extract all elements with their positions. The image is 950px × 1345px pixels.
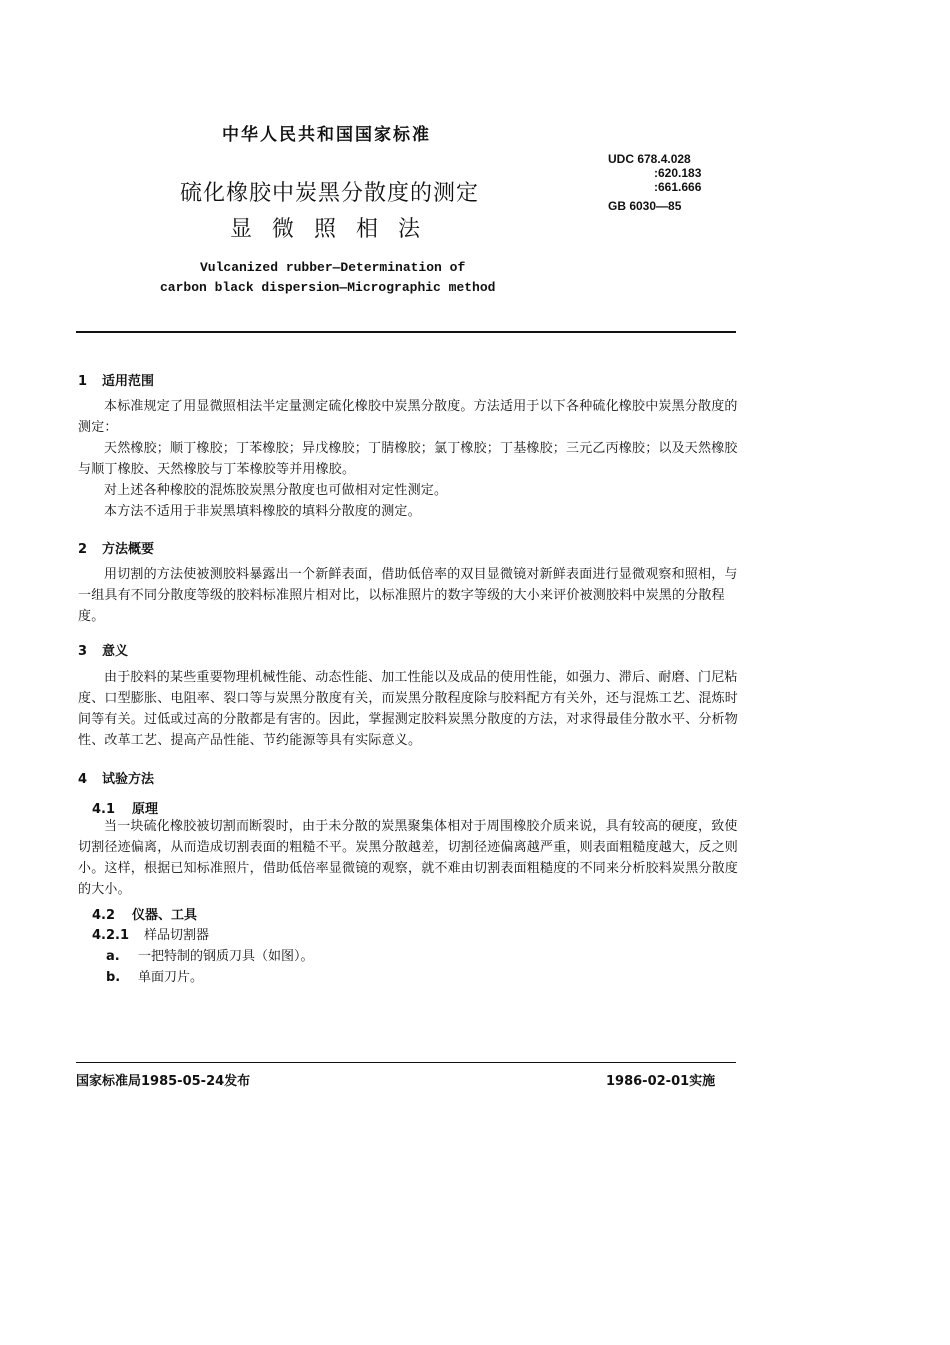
section-3-body bbox=[78, 667, 738, 751]
subsection-4-1-body bbox=[78, 816, 738, 900]
list-item-b bbox=[106, 966, 203, 985]
section-1-heading bbox=[78, 370, 154, 389]
paragraph: 本标准规定了用显微照相法半定量测定硫化橡胶中炭黑分散度。方法适用于以下各种硫化橡胶中炭黑分散度的测定： bbox=[78, 399, 738, 435]
subsection-number: 4.1 bbox=[92, 802, 116, 817]
subsection-title: 样品切割器 bbox=[144, 928, 210, 943]
section-2-heading bbox=[78, 538, 154, 557]
title-cn-line2: 显微照相法 bbox=[230, 217, 441, 242]
section-number: 3 bbox=[78, 644, 88, 659]
gb-number: GB 6030—85 bbox=[608, 199, 682, 213]
subsection-4-1-heading bbox=[92, 798, 158, 817]
subsection-4-2-1-heading bbox=[92, 924, 209, 943]
section-2-body bbox=[78, 564, 738, 627]
section-3-heading bbox=[78, 640, 128, 659]
top-divider bbox=[76, 331, 736, 333]
subsection-number: 4.2 bbox=[92, 908, 116, 923]
udc-line3: :661.666 bbox=[654, 180, 702, 194]
bottom-divider bbox=[76, 1062, 736, 1063]
section-title: 试验方法 bbox=[102, 772, 155, 787]
section-1-body bbox=[78, 396, 738, 522]
title-en-line1: Vulcanized rubber—Determination of bbox=[200, 260, 466, 275]
section-4-heading bbox=[78, 768, 154, 787]
list-item-a bbox=[106, 945, 314, 964]
udc-line2: :620.183 bbox=[654, 166, 702, 180]
paragraph: 由于胶料的某些重要物理机械性能、动态性能、加工性能以及成品的使用性能，如强力、滞后、耐磨、门尼粘度、口型膨胀、电阻率、裂口等与炭黑分散度有关，而炭黑分散程度除与胶料配方有关外，还与混炼工艺、混炼时间等有关。过低或过高的分散都是有害的。因此，掌握测定胶料炭黑分散度的方法，对求得最佳分散水平、分析物性、改革工艺、提高产品性能、节约能源等具有实际意义。 bbox=[78, 670, 739, 748]
section-title: 适用范围 bbox=[102, 374, 155, 389]
section-title: 方法概要 bbox=[102, 542, 155, 557]
issue-date: 国家标准局1985-05-24发布 bbox=[76, 1074, 251, 1089]
list-item-label: b. bbox=[106, 970, 121, 985]
paragraph: 天然橡胶；顺丁橡胶；丁苯橡胶；异戊橡胶；丁腈橡胶；氯丁橡胶；丁基橡胶；三元乙丙橡胶；以及天然橡胶与顺丁橡胶、天然橡胶与丁苯橡胶等并用橡胶。 bbox=[78, 441, 738, 477]
list-item-text: 一把特制的钢质刀具（如图）。 bbox=[138, 949, 314, 964]
subsection-title: 原理 bbox=[132, 802, 159, 817]
list-item-label: a. bbox=[106, 949, 120, 964]
udc-line1: UDC 678.4.028 bbox=[608, 152, 691, 166]
subsection-number: 4.2.1 bbox=[92, 928, 130, 943]
effective-date: 1986-02-01实施 bbox=[606, 1074, 716, 1089]
list-item-text: 单面刀片。 bbox=[138, 970, 204, 985]
paragraph: 本方法不适用于非炭黑填料橡胶的填料分散度的测定。 bbox=[104, 504, 421, 519]
section-number: 2 bbox=[78, 542, 88, 557]
national-standard-heading: 中华人民共和国国家标准 bbox=[222, 125, 431, 145]
section-number: 4 bbox=[78, 772, 88, 787]
title-en-line2: carbon black dispersion—Micrographic method bbox=[160, 280, 496, 295]
subsection-title: 仪器、工具 bbox=[132, 908, 198, 923]
paragraph: 用切割的方法使被测胶料暴露出一个新鲜表面，借助低倍率的双目显微镜对新鲜表面进行显微观察和照相，与一组具有不同分散度等级的胶料标准照片相对比，以标准照片的数字等级的大小来评价被测胶料中炭黑的分散程度。 bbox=[78, 567, 738, 624]
paragraph: 对上述各种橡胶的混炼胶炭黑分散度也可做相对定性测定。 bbox=[104, 483, 448, 498]
section-title: 意义 bbox=[102, 644, 129, 659]
subsection-4-2-heading bbox=[92, 904, 197, 923]
paragraph: 当一块硫化橡胶被切割而断裂时，由于未分散的炭黑聚集体相对于周围橡胶介质来说，具有较高的硬度，致使切割径迹偏离，从而造成切割表面的粗糙不平。炭黑分散越差，切割径迹偏离越严重，则表面粗糙度越大，反之则小。这样，根据已知标准照片，借助低倍率显微镜的观察，就不难由切割表面粗糙度的不同来分析胶料炭黑分散度的大小。 bbox=[78, 819, 739, 897]
section-number: 1 bbox=[78, 374, 88, 389]
title-cn-line1: 硫化橡胶中炭黑分散度的测定 bbox=[180, 181, 480, 206]
udc-block bbox=[608, 152, 701, 194]
